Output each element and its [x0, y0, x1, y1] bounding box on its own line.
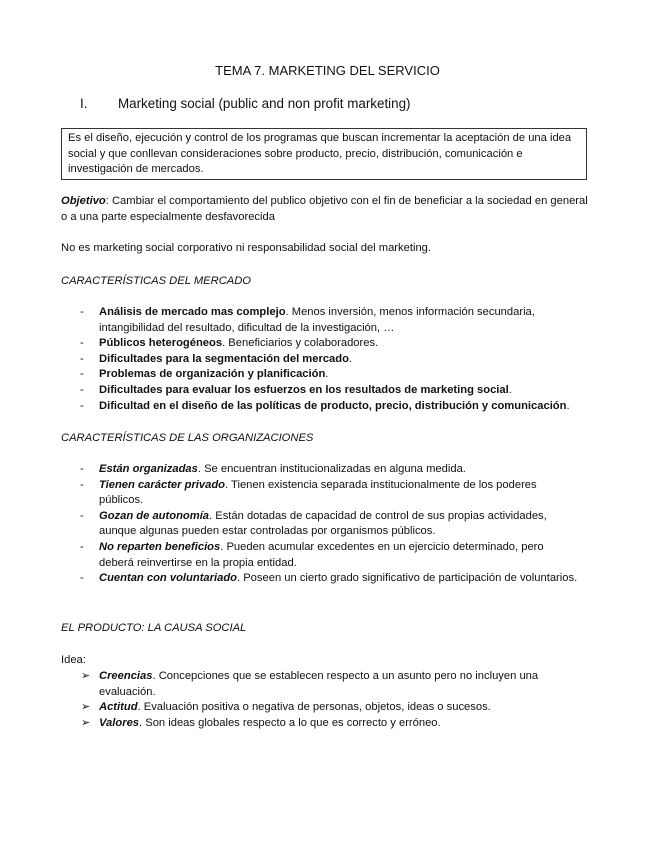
product-heading: EL PRODUCTO: LA CAUSA SOCIAL: [61, 622, 247, 634]
item-text: . Son ideas globales respecto a lo que es correcto y erróneo.: [139, 716, 441, 729]
list-item: [61, 700, 581, 716]
idea-label: Idea:: [61, 654, 86, 666]
item-text: .: [508, 383, 512, 396]
arrow-bullet-icon: ➢: [81, 670, 91, 682]
item-bold: Actitud: [99, 701, 138, 714]
item-text: . Se encuentran institucionalizadas en alguna medida.: [197, 463, 466, 475]
item-text: .: [325, 368, 329, 381]
list-item: [61, 383, 581, 399]
item-bold: Están organizadas: [99, 463, 198, 475]
list-item: [61, 462, 581, 478]
organizations-list: [61, 462, 581, 587]
item-bold: Valores: [99, 716, 140, 729]
list-item: [61, 716, 581, 732]
objective-label: Objetivo: [61, 195, 106, 207]
organizations-heading: CARACTERÍSTICAS DE LAS ORGANIZACIONES: [61, 432, 314, 444]
list-item: [61, 399, 581, 415]
list-item: [61, 669, 581, 700]
item-text: . Tienen existencia separada institucionalmente de los poderes públicos.: [99, 478, 537, 507]
list-item: [61, 305, 581, 336]
item-bold: Creencias: [99, 670, 153, 682]
list-item: [61, 571, 581, 587]
item-bold: Tienen carácter privado: [99, 478, 226, 491]
item-bold: Análisis de mercado mas complejo: [99, 306, 286, 318]
list-item: [61, 367, 581, 383]
note-paragraph: No es marketing social corporativo ni responsabilidad social del marketing.: [61, 242, 431, 254]
item-text: .: [566, 399, 570, 412]
item-bold: Dificultad en el diseño de las políticas de producto, precio, distribución y comunicación: [99, 399, 567, 412]
item-text: . Concepciones que se establecen respecto a un asunto pero no incluyen una evaluación.: [99, 670, 539, 698]
item-bold: Dificultades para evaluar los esfuerzos en los resultados de marketing social: [99, 383, 509, 396]
list-item: [61, 478, 581, 509]
idea-list: [61, 669, 581, 731]
objective-paragraph: [61, 194, 591, 225]
page-title: TEMA 7. MARKETING DEL SERVICIO: [215, 63, 440, 78]
item-bold: Gozan de autonomía: [99, 509, 210, 522]
item-text: . Beneficiarios y colaboradores.: [222, 337, 379, 350]
item-text: . Pueden acumular excedentes en un ejercicio determinado, pero deberá reinvertirse en la propia entidad.: [99, 540, 544, 569]
section-number: I.: [80, 96, 88, 111]
list-item: [61, 352, 581, 368]
objective-text: : Cambiar el comportamiento del publico objetivo con el fin de beneficiar a la sociedad en general o a una parte especialmente desfavorecida: [61, 195, 588, 223]
list-item: [61, 336, 581, 352]
list-item: [61, 509, 581, 540]
section-title: Marketing social (public and non profit marketing): [118, 96, 411, 111]
arrow-bullet-icon: ➢: [81, 701, 91, 714]
market-list: [61, 305, 581, 414]
list-item: [61, 540, 581, 571]
item-text: . Están dotadas de capacidad de control de sus propias actividades, aunque algunas pueden estar controladas por organismos públicos.: [99, 509, 547, 538]
definition-box: Es el diseño, ejecución y control de los programas que buscan incrementar la aceptación de una idea social y que conllevan consideraciones sobre producto, precio, distribución, comunicación e investigación de mercados.: [61, 128, 587, 180]
item-text: .: [348, 352, 353, 365]
market-heading: CARACTERÍSTICAS DEL MERCADO: [61, 275, 252, 287]
item-bold: No reparten beneficios: [99, 540, 221, 553]
item-bold: Problemas de organización y planificación: [99, 368, 326, 381]
section-heading: [80, 96, 411, 112]
item-bold: Dificultades para la segmentación del mercado: [99, 352, 349, 365]
item-bold: Públicos heterogéneos: [99, 337, 223, 350]
item-text: . Menos inversión, menos información secundaria, intangibilidad del resultado, dificultad de la investigación, …: [99, 306, 535, 334]
item-text: . Poseen un cierto grado significativo de participación de voluntarios.: [237, 572, 578, 585]
arrow-bullet-icon: ➢: [81, 716, 91, 729]
item-bold: Cuentan con voluntariado: [99, 572, 237, 585]
item-text: . Evaluación positiva o negativa de personas, objetos, ideas o sucesos.: [137, 701, 491, 714]
